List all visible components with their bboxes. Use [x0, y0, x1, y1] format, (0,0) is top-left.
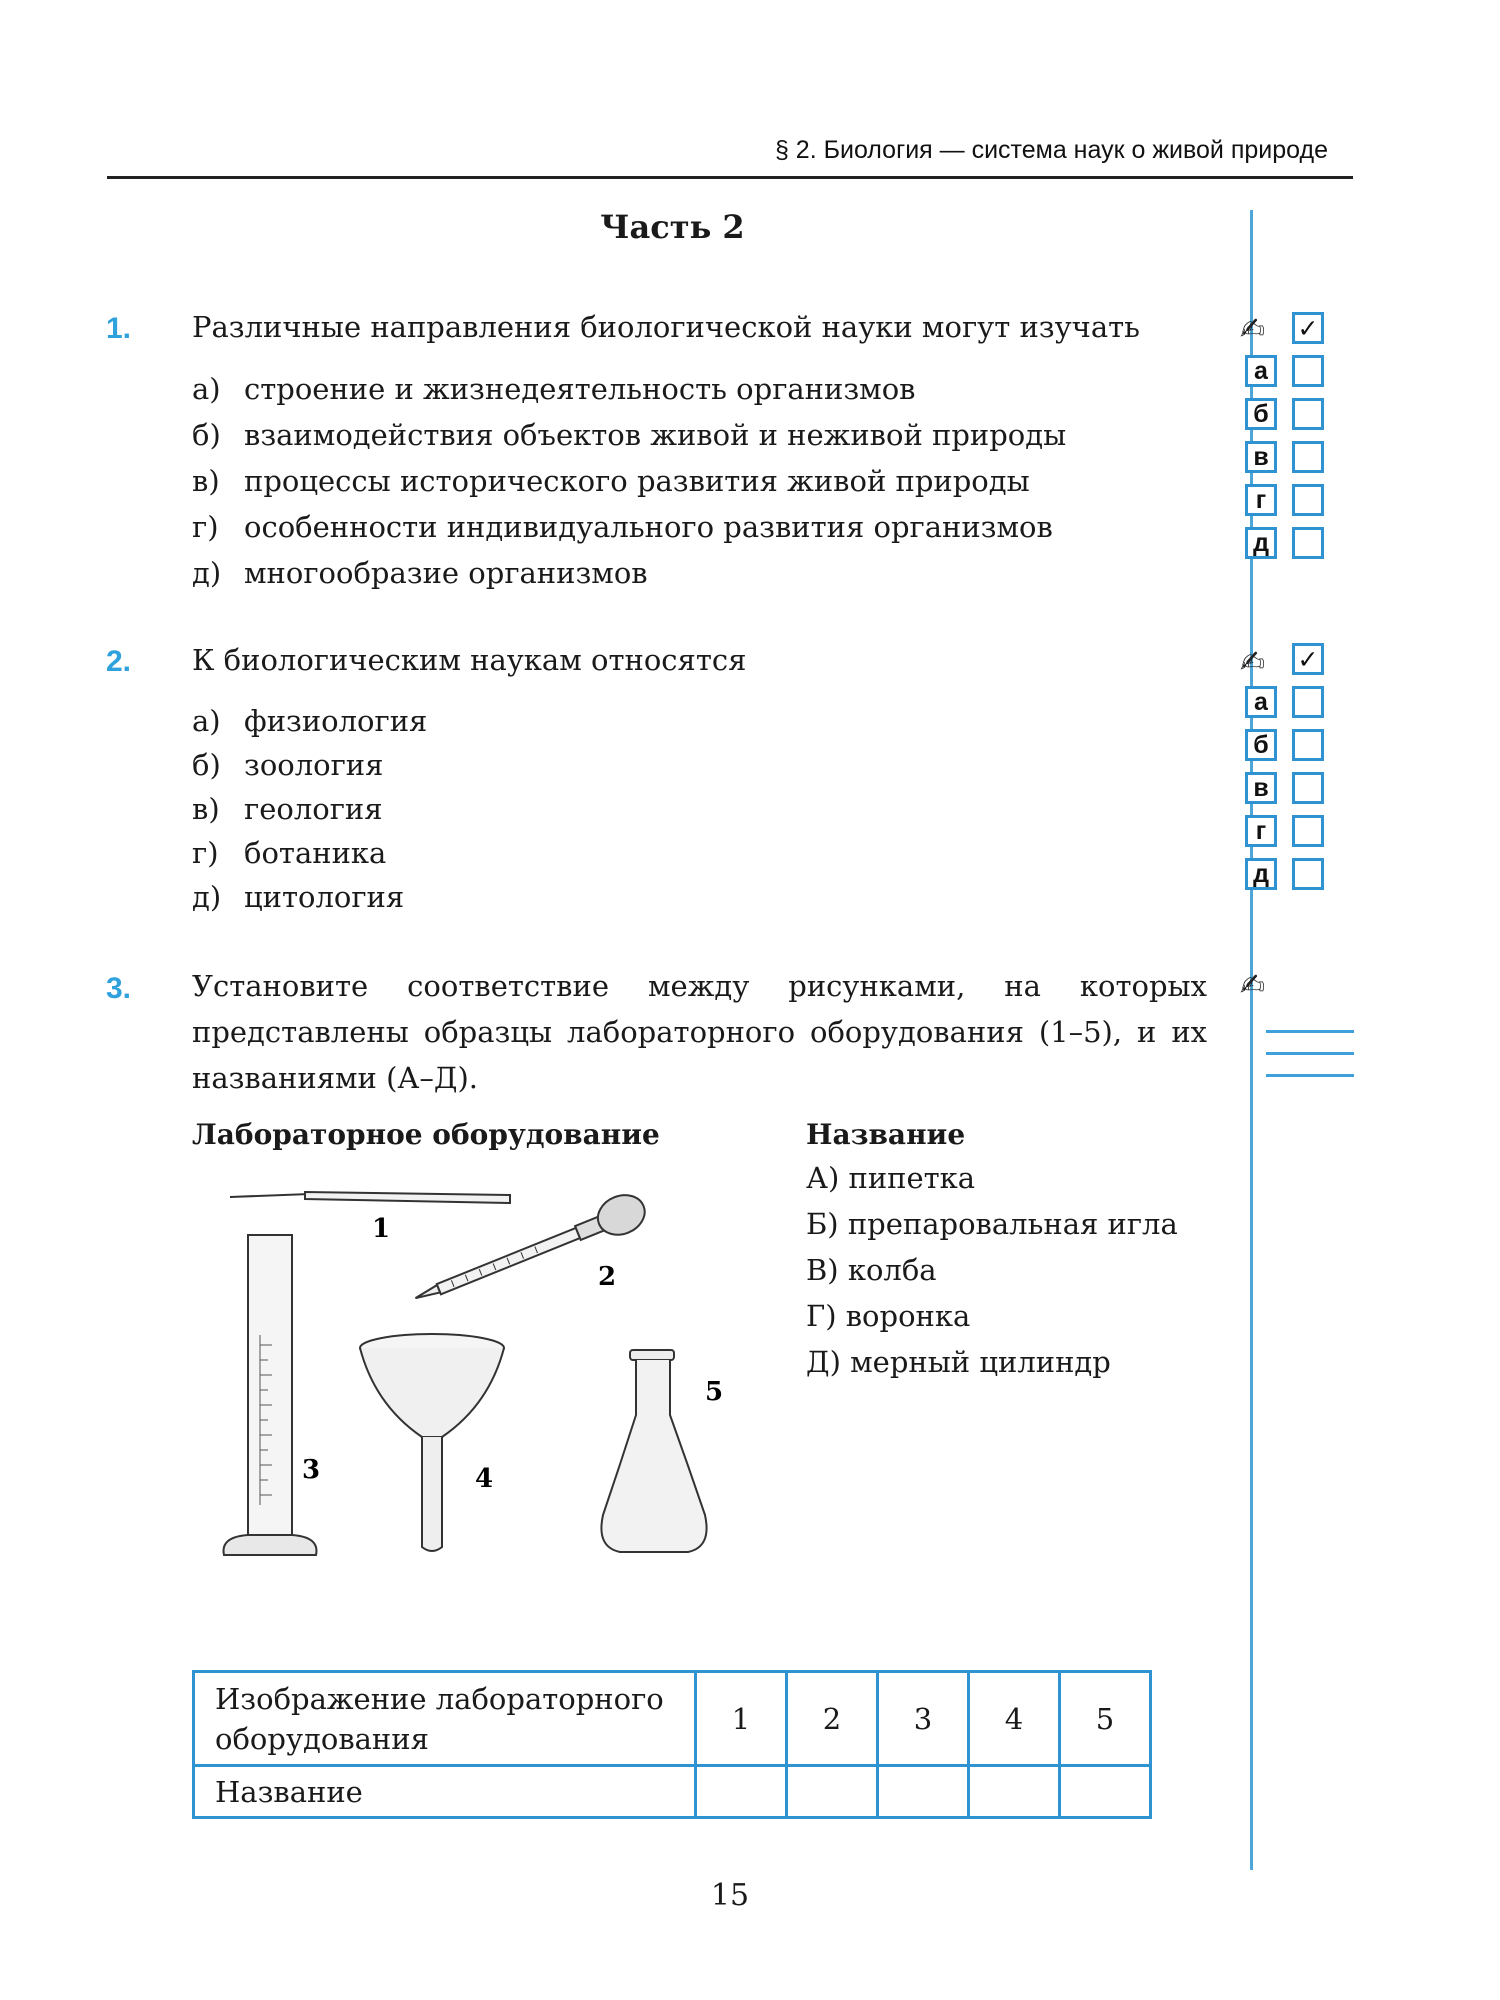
dissecting-needle-icon	[230, 1192, 510, 1203]
name-item-c: В) колба	[806, 1253, 937, 1287]
equipment-label-3: 3	[302, 1455, 321, 1485]
column-header-3: 3	[878, 1672, 969, 1766]
equipment-label-5: 5	[705, 1377, 724, 1407]
q1-answer-cell-a[interactable]	[1292, 355, 1324, 387]
q2-option-b[interactable]: б) зоология	[192, 748, 384, 782]
header-title: § 2. Биология — система наук о живой природе	[774, 136, 1328, 164]
question-3-text: Установите соответствие между рисунками, на которых представлены образцы лабораторного оборудования (1–5), и их названиями (А–Д).	[192, 969, 1207, 1095]
question-1-text: Различные направления биологической науки могут изучать	[192, 310, 1140, 344]
pen-icon: ✍	[1240, 645, 1266, 680]
q1-option-c[interactable]: в) процессы исторического развития живой природы	[192, 464, 1030, 498]
q1-answer-cell-b[interactable]	[1292, 398, 1324, 430]
q1-option-a[interactable]: а) строение и жизнедеятельность организмов	[192, 372, 916, 406]
name-item-e: Д) мерный цилиндр	[806, 1345, 1111, 1379]
answer-line[interactable]	[1266, 1030, 1354, 1033]
table-row	[194, 1766, 1151, 1818]
q2-answer-cell-e[interactable]	[1292, 858, 1324, 890]
page-number: 15	[710, 1878, 750, 1913]
q1-answer-letter-d: г	[1245, 484, 1277, 516]
answer-cell-3[interactable]	[878, 1766, 969, 1818]
q1-answer-cell-c[interactable]	[1292, 441, 1324, 473]
column-header-4: 4	[969, 1672, 1060, 1766]
name-item-b: Б) препаровальная игла	[806, 1207, 1178, 1241]
name-item-a: А) пипетка	[806, 1161, 976, 1195]
pen-icon: ✍	[1240, 968, 1266, 1003]
answer-cell-1[interactable]	[696, 1766, 787, 1818]
equipment-label-4: 4	[475, 1464, 494, 1494]
equipment-label-1: 1	[372, 1214, 391, 1244]
question-2-text: К биологическим наукам относятся	[192, 643, 747, 677]
equipment-label-2: 2	[598, 1262, 617, 1292]
question-3-number: 3.	[106, 972, 132, 1005]
column-header-5: 5	[1060, 1672, 1151, 1766]
q1-option-b[interactable]: б) взаимодействия объектов живой и неживой природы	[192, 418, 1067, 452]
q2-answer-letter-c: в	[1245, 772, 1277, 804]
equipment-heading: Лабораторное оборудование	[192, 1118, 660, 1151]
q2-answer-letter-b: б	[1245, 729, 1277, 761]
q2-option-d[interactable]: г) ботаника	[192, 836, 387, 870]
q2-option-c[interactable]: в) геология	[192, 792, 383, 826]
q2-option-a[interactable]: а) физиология	[192, 704, 428, 738]
q1-answer-cell-d[interactable]	[1292, 484, 1324, 516]
matching-table	[192, 1670, 1152, 1819]
pen-icon: ✍	[1240, 312, 1266, 347]
q1-option-e[interactable]: д) многообразие организмов	[192, 556, 648, 590]
row-header-name: Название	[194, 1766, 696, 1818]
answer-cell-5[interactable]	[1060, 1766, 1151, 1818]
column-header-2: 2	[787, 1672, 878, 1766]
q2-answer-letter-a: а	[1245, 686, 1277, 718]
q2-answer-cell-b[interactable]	[1292, 729, 1324, 761]
equipment-illustration	[200, 1175, 780, 1595]
answer-line[interactable]	[1266, 1074, 1354, 1077]
graduated-cylinder-icon	[224, 1235, 317, 1555]
q2-check-box: ✓	[1292, 643, 1324, 675]
q2-answer-cell-d[interactable]	[1292, 815, 1324, 847]
answer-cell-2[interactable]	[787, 1766, 878, 1818]
q1-check-box: ✓	[1292, 312, 1324, 344]
funnel-icon	[360, 1334, 504, 1551]
q1-answer-letter-b: б	[1245, 398, 1277, 430]
q2-answer-cell-c[interactable]	[1292, 772, 1324, 804]
q1-answer-letter-c: в	[1245, 441, 1277, 473]
question-2-number: 2.	[106, 645, 132, 678]
row-header-equipment: Изображение лабораторного оборудования	[194, 1672, 696, 1766]
question-1-number: 1.	[106, 312, 132, 345]
q1-option-d[interactable]: г) особенности индивидуального развития организмов	[192, 510, 1053, 544]
name-item-d: Г) воронка	[806, 1299, 971, 1333]
table-row	[194, 1672, 1151, 1766]
column-header-1: 1	[696, 1672, 787, 1766]
q2-answer-letter-d: г	[1245, 815, 1277, 847]
header-divider	[107, 176, 1353, 179]
part-title: Часть 2	[600, 208, 745, 246]
q1-answer-letter-a: а	[1245, 355, 1277, 387]
answer-cell-4[interactable]	[969, 1766, 1060, 1818]
q2-answer-letter-e: д	[1245, 858, 1277, 890]
q2-option-e[interactable]: д) цитология	[192, 880, 405, 914]
q1-answer-letter-e: д	[1245, 527, 1277, 559]
q1-answer-cell-e[interactable]	[1292, 527, 1324, 559]
conical-flask-icon	[601, 1350, 706, 1552]
names-heading: Название	[806, 1118, 966, 1151]
q2-answer-cell-a[interactable]	[1292, 686, 1324, 718]
pipette-icon	[408, 1188, 650, 1315]
answer-line[interactable]	[1266, 1052, 1354, 1055]
